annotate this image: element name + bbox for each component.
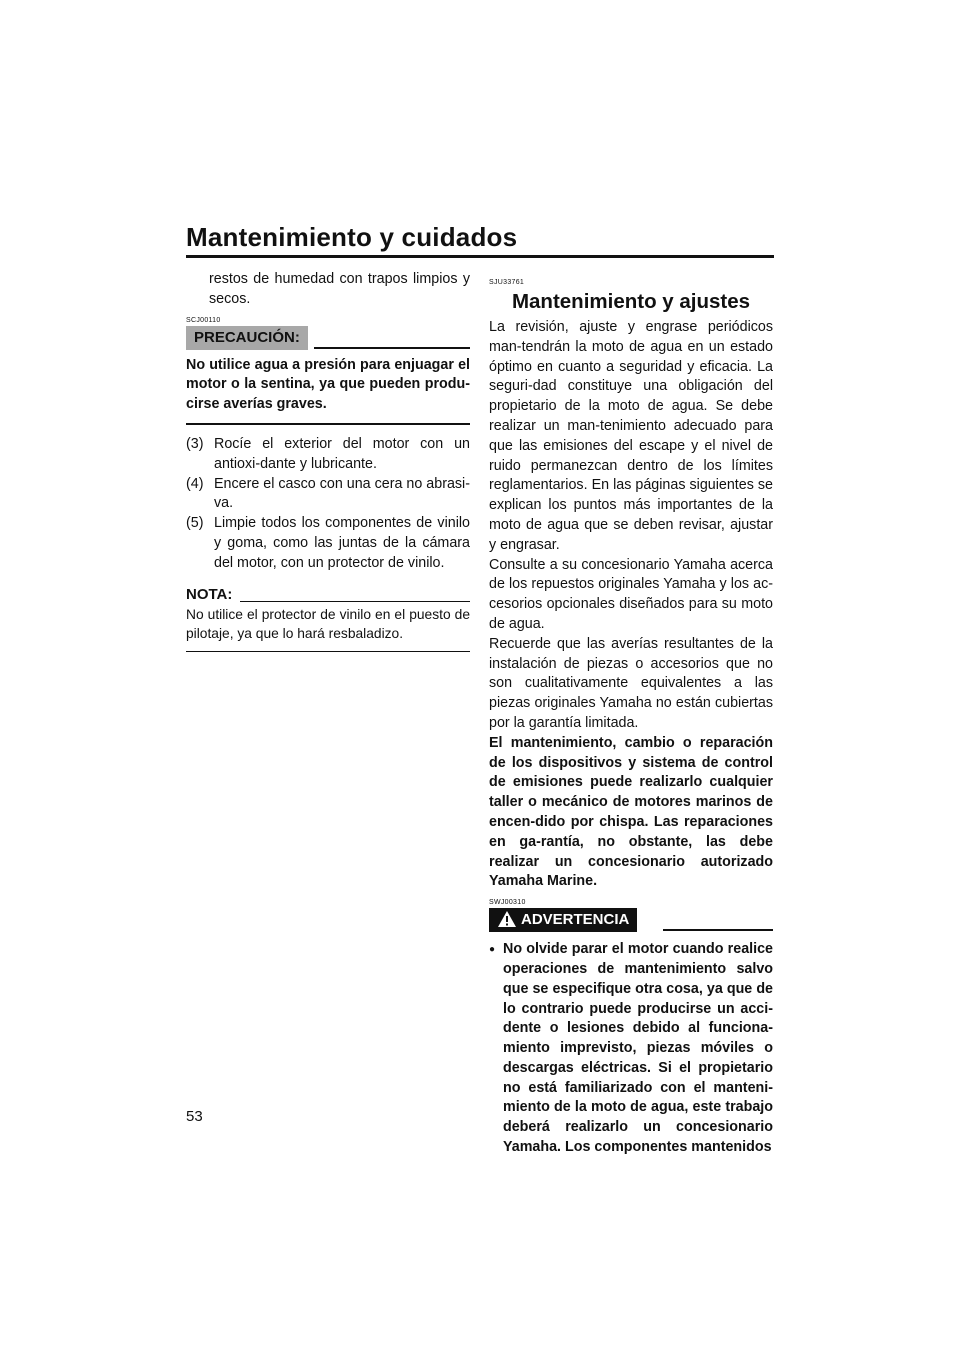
title-rule: [186, 255, 774, 258]
note-end-rule: [186, 651, 470, 652]
list-item: [186, 435, 470, 475]
warning-header: [489, 908, 773, 932]
caution-end-rule: [186, 423, 470, 425]
step-text: Encere el casco con una cera no abrasi-va.: [214, 475, 470, 512]
warning-code: SWJ00310: [489, 899, 526, 907]
section-code: SJU33761: [489, 279, 525, 286]
paragraph: La revisión, ajuste y engrase periódicos man-tendrán la moto de agua en un estado óptimo en cuanto a seguridad y eficacia. La seguri-dad constituye una obligación del propietario de la moto de agua. Se debe realizar un man-tenimiento adecuado para que las emisiones del escape y el nivel de ruido permanezcan dentro de los límites reglamentarios. En las páginas siguientes se explican los puntos más importantes de la moto de agua que se deben revisar, ajustar y engrasar.: [489, 319, 773, 553]
warning-label: ADVERTENCIA: [521, 911, 630, 929]
caution-header-rule: [314, 347, 470, 349]
page-title: Mantenimiento y cuidados: [186, 222, 518, 252]
list-item: [489, 940, 773, 1158]
step-text: Rocíe el exterior del motor con un antioxi-dante y lubricante.: [214, 435, 470, 472]
warning-triangle-icon: [497, 910, 517, 928]
warning-list: [489, 940, 773, 1158]
warning-badge: [489, 908, 637, 932]
right-column: [489, 270, 773, 1158]
paragraph: Recuerde que las averías resultantes de la instalación de piezas o accesorios que no son cualitativamente equivalentes a las piezas originales Yamaha no están cubiertas por la garantía limitada.: [489, 635, 773, 731]
step-number: (5): [186, 515, 204, 532]
step-number: (3): [186, 435, 204, 452]
note-header-rule: [240, 601, 470, 602]
left-column: [186, 270, 470, 652]
note-text: No utilice el protector de vinilo en el puesto de pilotaje, ya que lo hará resbaladizo.: [186, 606, 470, 642]
caution-code: SCJ00110: [186, 316, 221, 324]
caution-text: No utilice agua a presión para enjuagar el motor o la sentina, ya que pueden produ-cirse averías graves.: [186, 356, 470, 413]
section-title: Mantenimiento y ajustes: [511, 290, 751, 313]
bullet-icon: ●: [489, 944, 496, 956]
list-item: [186, 514, 470, 573]
bold-paragraph: El mantenimiento, cambio o reparación de los dispositivos y sistema de control de emisiones puede realizarlo cualquier taller o mecánico de motores marinos de encen-dido por chispa. Las reparaciones en ga-rantía, no obstante, las debe realizar un concesionario autorizado Yamaha Marine.: [489, 734, 773, 890]
warning-bullet-text: No olvide parar el motor cuando realice operaciones de mantenimiento salvo que se especifique otra cosa, ya que de lo contrario puede producirse un acci-dente o lesiones debido al funciona-miento imprevisto, piezas móviles o descargas eléctricas. Si el propietario no está familiarizado con el manteni-miento de la moto de agua, este trabajo deberá realizarlo un concesionario Yamaha. Los componentes mantenidos: [503, 941, 773, 1156]
step-number: (4): [186, 475, 204, 492]
step-text: Limpie todos los componentes de vinilo y goma, como las juntas de la cámara del motor, con un protector de vinilo.: [214, 515, 470, 571]
steps-list: [186, 435, 470, 574]
caution-badge: PRECAUCIÓN:: [186, 326, 308, 350]
caution-header: [186, 326, 470, 350]
note-header: [186, 583, 470, 605]
note-label: NOTA:: [186, 585, 233, 603]
paragraph: Consulte a su concesionario Yamaha acerca de los repuestos originales Yamaha y los ac-cesorios opcionales diseñados para su moto de agua.: [489, 556, 773, 632]
warning-header-rule: [663, 929, 773, 931]
list-item: [186, 475, 470, 515]
continued-paragraph: restos de humedad con trapos limpios y secos.: [209, 271, 470, 307]
page-number: 53: [186, 1108, 203, 1125]
